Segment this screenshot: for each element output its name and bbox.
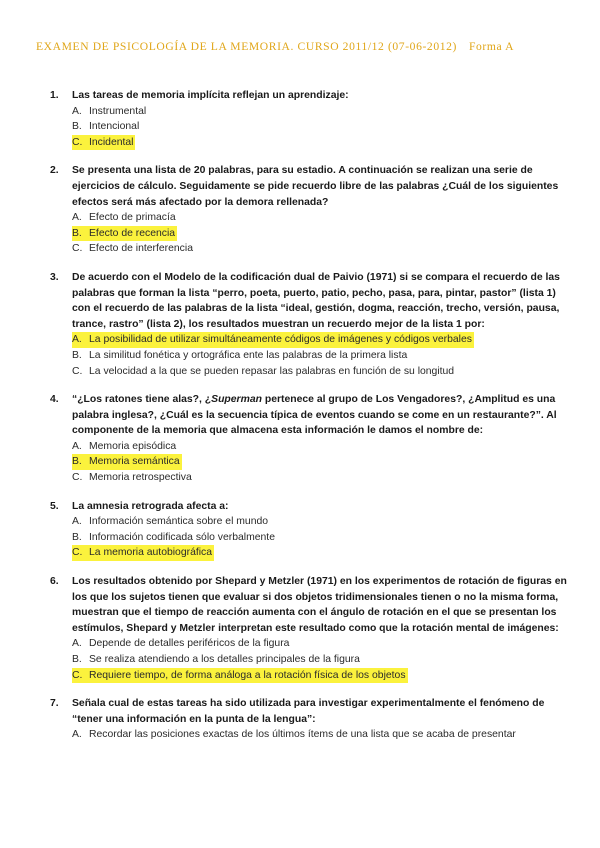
question-number: 2. [50, 165, 59, 177]
option-text: La velocidad a la que se pueden repasar las palabras en función de su longitud [89, 365, 455, 377]
option-letter: C. [72, 365, 83, 377]
question-text: Señala cual de estas tareas ha sido utilizada para investigar experimentalmente el fenómeno de “tener una información en la punta de la lengua”: [72, 698, 545, 725]
answer-highlight [72, 668, 408, 684]
question-text: La amnesia retrograda afecta a: [72, 500, 229, 512]
question-number: 1. [50, 90, 59, 101]
question-number: 3. [50, 271, 59, 283]
option-text: La memoria autobiográfica [89, 547, 213, 559]
question-item [50, 163, 570, 257]
option-letter: B. [72, 456, 82, 468]
option-text: Instrumental [89, 105, 147, 117]
answer-highlight [72, 332, 474, 348]
question-number: 7. [50, 698, 59, 710]
option-list [72, 332, 570, 379]
option-letter: C. [72, 547, 83, 559]
question-stem [50, 163, 570, 210]
option-letter: A. [72, 729, 82, 741]
option-content [72, 514, 270, 530]
option-list [72, 636, 570, 683]
option-content [72, 241, 195, 257]
option-list [72, 210, 570, 257]
option-item-correct [72, 668, 570, 684]
option-item [72, 439, 570, 455]
question-text: Las tareas de memoria implícita reflejan un aprendizaje: [72, 90, 349, 101]
option-letter: C. [72, 472, 83, 484]
question-item [50, 696, 570, 743]
option-text: Incidental [89, 136, 134, 148]
answer-highlight [72, 135, 135, 151]
question-stem [50, 270, 570, 332]
option-content [72, 636, 291, 652]
question-item [50, 574, 570, 683]
option-item-correct [72, 226, 570, 242]
option-content [72, 119, 141, 135]
question-text: De acuerdo con el Modelo de la codificación dual de Paivio (1971) si se compara el recuerdo de las palabras que forman la lista “perro, poeta, puerto, patio, pecho, pasa, para, pintar, pastor” (lista 1) con el recuerdo de las palabras de la lista “ideal, gestión, dogma, reacción, trecho, versión, pausa, trance, rastro” (lista 2), los resultados muestran un recuerdo mejor de la lista 1 por: [72, 271, 560, 330]
option-text: Efecto de primacía [89, 212, 176, 224]
option-content [72, 530, 277, 546]
question-item [50, 88, 570, 150]
option-letter: A. [72, 440, 82, 452]
option-letter: B. [72, 349, 82, 361]
question-text-part: pertenece al grupo de Los Vengadores?, ¿Amplitud es una palabra inglesa?, ¿Cuál es la secuencia típica de eventos cuando se come en un restaurante?”. Al componente de la memoria que almacena esta información le damos el nombre de: [72, 394, 557, 437]
option-text: Memoria retrospectiva [89, 472, 192, 484]
question-item [50, 270, 570, 379]
option-letter: B. [72, 654, 82, 665]
option-text: Información codificada sólo verbalmente [89, 531, 275, 543]
question-stem [50, 392, 570, 439]
option-list [72, 104, 570, 151]
option-text: La similitud fonética y ortográfica ente las palabras de la primera lista [89, 349, 408, 361]
option-content [72, 104, 148, 120]
question-text: Se presenta una lista de 20 palabras, para su estadio. A continuación se realizan una serie de ejercicios de cálculo. Seguidamente se pide recuerdo libre de las palabras ¿Cuál de los siguientes efectos será más afectado por la demora rellenada? [72, 165, 559, 208]
question-number: 5. [50, 500, 59, 512]
option-text: Memoria semántica [89, 456, 180, 468]
option-letter: C. [72, 669, 83, 681]
option-text: Intencional [89, 121, 140, 133]
option-content [72, 652, 362, 668]
answer-highlight [72, 454, 182, 470]
exam-form-label: Forma A [468, 40, 515, 53]
option-content [72, 210, 178, 226]
option-item [72, 514, 570, 530]
question-number: 6. [50, 576, 59, 588]
question-stem [50, 696, 570, 727]
question-text [72, 392, 570, 439]
option-text: Requiere tiempo, de forma análoga a la rotación física de los objetos [89, 669, 406, 681]
exam-title: EXAMEN DE PSICOLOGÍA DE LA MEMORIA. CURSO 2011/12 (07-06-2012) [36, 40, 457, 53]
question-item [50, 499, 570, 561]
option-letter: B. [72, 121, 82, 133]
option-letter: B. [72, 227, 82, 239]
option-item [72, 241, 570, 257]
option-letter: A. [72, 334, 82, 346]
option-item-correct [72, 135, 570, 151]
question-stem [50, 574, 570, 636]
option-content [72, 364, 456, 380]
answer-highlight [72, 545, 214, 561]
option-list [72, 727, 570, 743]
option-content [72, 470, 194, 486]
option-content [72, 727, 518, 743]
option-item [72, 470, 570, 486]
option-text: Memoria episódica [89, 440, 177, 452]
question-number: 4. [50, 394, 59, 406]
option-text: Efecto de recencia [89, 227, 176, 239]
option-content [72, 439, 178, 455]
option-item [72, 530, 570, 546]
option-content [72, 348, 409, 364]
question-text-part: “¿Los ratones tiene alas?, ¿ [72, 394, 212, 406]
option-item [72, 727, 570, 743]
option-letter: A. [72, 516, 82, 528]
option-item [72, 210, 570, 226]
option-letter: A. [72, 105, 82, 117]
option-text: La posibilidad de utilizar simultáneamente códigos de imágenes y códigos verbales [89, 334, 472, 346]
option-text: Efecto de interferencia [89, 243, 193, 255]
option-item-correct [72, 545, 570, 561]
question-text-italic: Superman [211, 394, 262, 406]
option-item [72, 348, 570, 364]
question-stem [50, 88, 570, 104]
option-item-correct [72, 454, 570, 470]
question-text: Los resultados obtenido por Shepard y Metzler (1971) en los experimentos de rotación de figuras en los que los sujetos tienen que evaluar si dos objetos tridimensionales tienen o no la misma forma, muestran que el tiempo de reacción aumenta con el ángulo de rotación en el que se presentan los estímulos, Shepard y Metzler interpretan este resultado como que la rotación mental de imágenes: [72, 576, 567, 634]
option-item [72, 636, 570, 652]
question-list [50, 88, 570, 756]
question-stem [50, 499, 570, 515]
answer-highlight [72, 226, 177, 242]
option-text: Se realiza atendiendo a los detalles principales de la figura [89, 654, 360, 665]
option-letter: C. [72, 136, 83, 148]
option-text: Información semántica sobre el mundo [89, 516, 269, 528]
option-letter: A. [72, 212, 82, 224]
option-letter: B. [72, 531, 82, 543]
option-item-correct [72, 332, 570, 348]
option-item [72, 119, 570, 135]
option-list [72, 514, 570, 561]
option-letter: C. [72, 243, 83, 255]
option-letter: A. [72, 638, 82, 650]
option-item [72, 104, 570, 120]
option-list [72, 439, 570, 486]
option-item [72, 652, 570, 668]
exam-header [36, 40, 576, 53]
option-item [72, 364, 570, 380]
option-text: Depende de detalles periféricos de la figura [89, 638, 290, 650]
option-text: Recordar las posiciones exactas de los últimos ítems de una lista que se acaba de presentar [89, 729, 516, 741]
question-item [50, 392, 570, 486]
